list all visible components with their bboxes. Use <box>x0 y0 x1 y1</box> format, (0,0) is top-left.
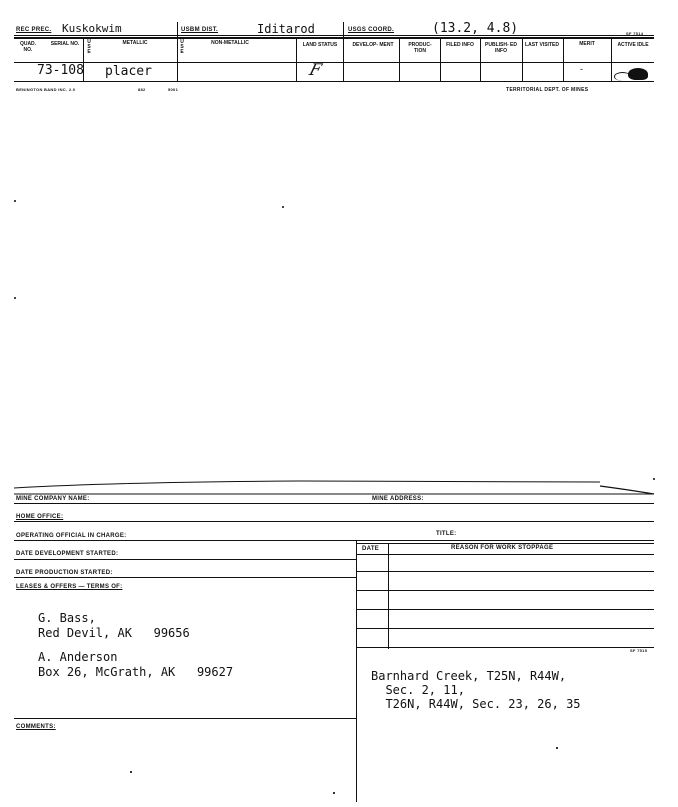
land-status-header: LAND STATUS <box>302 42 338 48</box>
rule <box>356 554 654 555</box>
rule <box>14 559 356 560</box>
rule <box>611 37 612 81</box>
rule <box>356 571 654 572</box>
usbm-dist-label: USBM DIST. <box>181 27 219 33</box>
speck <box>14 297 16 299</box>
card-edge <box>0 470 678 500</box>
rule <box>356 628 654 629</box>
printer-line: BENINGTON BAND INC. 2.0 <box>16 87 76 92</box>
printer-code: 882 <box>138 87 146 92</box>
rule <box>177 22 178 81</box>
rule <box>356 609 654 610</box>
location-line: T26N, R44W, Sec. 23, 26, 35 <box>371 697 581 711</box>
speck <box>556 747 558 749</box>
mine-address-label: MINE ADDRESS: <box>372 496 424 502</box>
rule <box>14 540 654 541</box>
rule <box>343 22 344 81</box>
rule <box>399 37 400 81</box>
lease-address: Red Devil, AK 99656 <box>38 626 190 640</box>
speck <box>14 200 16 202</box>
date-production-label: DATE PRODUCTION STARTED: <box>16 570 113 576</box>
rec-prec-value: Kuskokwim <box>62 22 122 35</box>
rule <box>563 37 564 81</box>
operating-official-label: OPERATING OFFICIAL IN CHARGE: <box>16 533 127 539</box>
non-metallic-header: NON-METALLIC <box>211 40 249 46</box>
production-header: PRODUC- TION <box>408 42 432 54</box>
speck <box>653 478 655 480</box>
use-code-metallic: U S E <box>87 39 91 55</box>
lease-name: A. Anderson <box>38 650 118 664</box>
stoppage-reason-header: REASON FOR WORK STOPPAGE <box>451 545 554 551</box>
leases-label: LEASES & OFFERS — TERMS OF: <box>16 584 123 590</box>
rule <box>14 62 654 63</box>
rule <box>480 37 481 81</box>
date-development-label: DATE DEVELOPMENT STARTED: <box>16 551 119 557</box>
active-idle-stamp <box>614 72 631 81</box>
stoppage-date-header: DATE <box>362 546 380 552</box>
location-line: Barnhard Creek, T25N, R44W, <box>371 669 567 683</box>
rule <box>14 37 654 39</box>
department-label: TERRITORIAL DEPT. OF MINES <box>506 87 589 93</box>
merit-header: MERIT <box>579 41 595 47</box>
use-code-nonmetallic: U S E <box>180 39 184 55</box>
speck <box>282 206 284 208</box>
active-idle-header: ACTIVE IDLE <box>617 42 649 48</box>
rule <box>356 590 654 591</box>
form-number: SF 7515 <box>630 648 648 653</box>
lease-name: G. Bass, <box>38 611 96 625</box>
filed-info-header: FILED INFO <box>446 42 474 48</box>
rule <box>440 37 441 81</box>
rule <box>356 647 654 648</box>
usgs-coord-value: (13.2, 4.8) <box>432 21 519 36</box>
mine-company-name-label: MINE COMPANY NAME: <box>16 496 90 502</box>
rule <box>356 543 654 544</box>
lower-card <box>0 470 678 807</box>
metallic-header: METALLIC <box>122 40 148 46</box>
active-idle-stamp <box>628 68 648 80</box>
rule <box>14 577 356 578</box>
rule <box>14 521 654 522</box>
rec-prec-label: REC PREC. <box>16 27 52 33</box>
comments-label: COMMENTS: <box>16 724 56 730</box>
home-office-label: HOME OFFICE: <box>16 514 64 520</box>
lease-entry <box>38 650 233 680</box>
speck <box>333 792 335 794</box>
metallic-value: placer <box>105 64 152 79</box>
location-line: Sec. 2, 11, <box>371 683 465 697</box>
rule <box>14 503 654 504</box>
lease-entry <box>38 611 190 641</box>
lease-address: Box 26, McGrath, AK 99627 <box>38 665 234 679</box>
usgs-coord-label: USGS COORD. <box>348 27 394 33</box>
rule <box>388 543 389 649</box>
usbm-dist-value: Iditarod <box>257 22 315 36</box>
published-info-header: PUBLISH- ED INFO <box>485 42 517 54</box>
rule <box>14 35 654 36</box>
location-block <box>371 669 581 711</box>
quad-serial-value: 73-108 <box>37 63 84 78</box>
printer-code: 5001 <box>168 87 179 92</box>
quad-no-header: QUAD. NO. <box>19 41 37 53</box>
speck <box>130 771 132 773</box>
rule <box>14 718 356 719</box>
rule <box>296 37 297 81</box>
merit-mark: - <box>580 64 583 74</box>
last-visited-header: LAST VISITED <box>525 42 559 48</box>
form-number: SF 7514 <box>626 31 644 36</box>
rule <box>522 37 523 81</box>
rule <box>14 81 654 82</box>
rule <box>356 540 357 802</box>
serial-no-header: SERIAL NO. <box>50 41 80 47</box>
development-header: DEVELOP- MENT <box>352 42 394 48</box>
land-status-mark: F <box>307 60 324 79</box>
header-card <box>0 0 678 100</box>
title-label: TITLE: <box>436 531 457 537</box>
